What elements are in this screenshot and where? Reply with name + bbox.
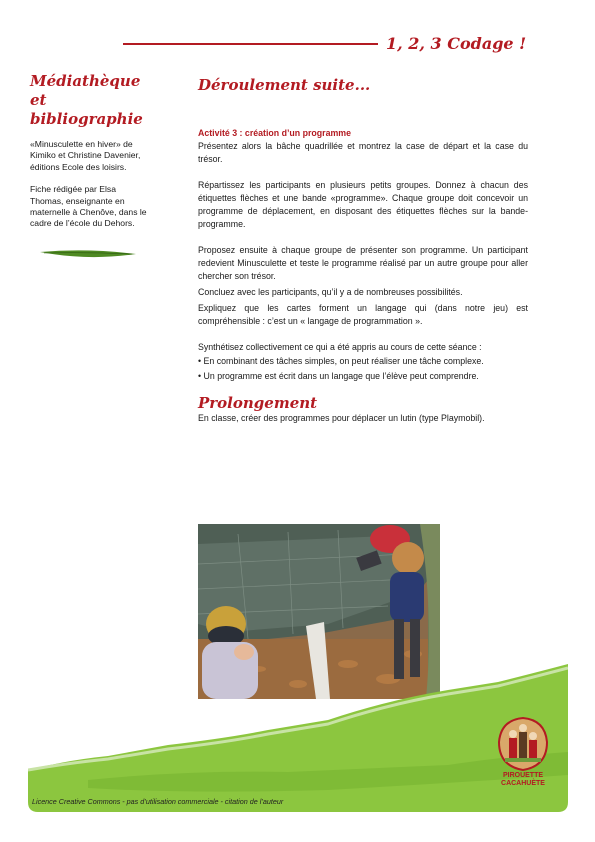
sidebar-title: [30, 72, 148, 129]
author-credit: Fiche rédigée par Elsa Thomas, enseignante en maternelle à Chenôve, dans le cadre de l’école du Dehors.: [30, 184, 147, 229]
paragraph-4: Concluez avec les participants, qu’il y a de nombreuses possibilités.: [198, 287, 463, 297]
book-reference: «Minusculette en hiver» de Kimiko et Christine Davenier, éditions Ecole des loisirs.: [30, 139, 141, 172]
bullet-1: • En combinant des tâches simples, on peut réaliser une tâche complexe.: [198, 356, 484, 366]
header-rule: [123, 43, 378, 45]
paragraph-3: Proposez ensuite à chaque groupe de présenter son programme. Un participant redevient Minusculette et teste le programme réalisé par un autre groupe pour aller chercher son trésor.: [198, 245, 528, 281]
logo-text-line2: CACAHUÈTE: [501, 780, 545, 787]
page-header-title: 1, 2, 3 Codage !: [386, 34, 527, 53]
license-text: Licence Creative Commons - pas d’utilisation commerciale - citation de l’auteur: [32, 797, 284, 806]
main-content: [198, 76, 528, 425]
sidebar: [30, 72, 148, 241]
leaf-decoration: [38, 248, 138, 260]
paragraph-6: Synthétisez collectivement ce qui a été appris au cours de cette séance :: [198, 342, 482, 352]
prolongement-title: Prolongement: [198, 394, 318, 412]
prolongement-text: En classe, créer des programmes pour déplacer un lutin (type Playmobil).: [198, 413, 485, 423]
sidebar-title-line2: bibliographie: [30, 110, 143, 128]
paragraph-1: Présentez alors la bâche quadrillée et montrez la case de départ et la case du trésor.: [198, 141, 528, 164]
paragraph-2: Répartissez les participants en plusieurs petits groupes. Donnez à chacun des étiquettes flèches et une bande «programme». Chaque groupe doit concevoir un programme de déplacement, en disposant des étiquettes flèches sur la bande-programme.: [198, 180, 528, 229]
section-title: Déroulement suite...: [198, 76, 371, 94]
logo-text-line1: PIROUETTE: [502, 772, 544, 779]
sidebar-title-line1: Médiathèque et: [30, 72, 141, 109]
paragraph-5: Expliquez que les cartes forment un langage qui (dans notre jeu) est compréhensible : c’est un « langage de programmation ».: [198, 303, 528, 326]
activity-title: Activité 3 : création d’un programme: [198, 128, 352, 138]
logo-text: [490, 772, 556, 788]
pirouette-cacahuete-logo: [497, 716, 549, 772]
grass-footer: [28, 660, 568, 812]
bullet-2: • Un programme est écrit dans un langage que l’élève peut comprendre.: [198, 371, 479, 381]
